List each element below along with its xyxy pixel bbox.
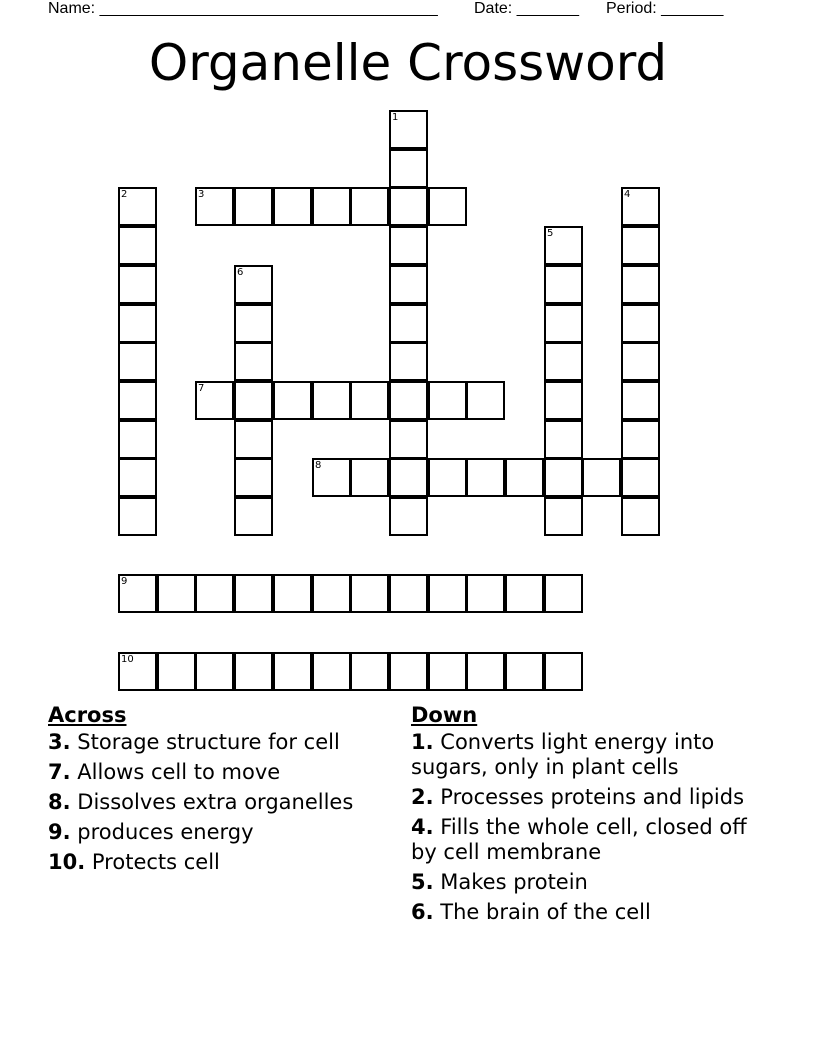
grid-cell[interactable] [389,226,428,265]
grid-cell[interactable] [273,652,312,691]
clue-number-label: 5 [547,228,554,239]
clue-text: Allows cell to move [77,760,281,784]
grid-cell[interactable] [350,381,389,420]
grid-cell[interactable] [389,265,428,304]
down-clues [411,700,771,930]
clue-text: Converts light energy into sugars, only in plant cells [411,730,715,779]
grid-cell[interactable] [118,226,157,265]
grid-cell[interactable] [389,458,428,497]
grid-cell[interactable] [544,497,583,536]
grid-cell[interactable] [505,458,544,497]
grid-cell[interactable] [544,381,583,420]
across-clue [48,730,388,755]
down-clue [411,730,771,780]
across-clue [48,820,388,845]
grid-cell[interactable] [428,458,467,497]
clue-number: 1. [411,730,434,754]
grid-cell[interactable] [621,304,660,343]
grid-cell[interactable] [118,381,157,420]
grid-cell[interactable] [428,187,467,226]
clue-text: The brain of the cell [440,900,651,924]
grid-cell[interactable] [118,652,157,691]
grid-cell[interactable] [195,381,234,420]
clue-number: 5. [411,870,434,894]
grid-cell[interactable] [621,226,660,265]
clue-number-label: 4 [624,189,631,200]
clue-text: Makes protein [440,870,588,894]
grid-cell[interactable] [544,420,583,459]
page-title: Organelle Crossword [148,34,668,92]
grid-cell[interactable] [389,110,428,149]
grid-cell[interactable] [466,652,505,691]
grid-cell[interactable] [234,652,273,691]
grid-cell[interactable] [389,187,428,226]
clue-number: 7. [48,760,71,784]
grid-cell[interactable] [389,149,428,188]
grid-cell[interactable] [195,574,234,613]
grid-cell[interactable] [118,265,157,304]
clue-number-label: 9 [121,576,128,587]
down-clue [411,870,771,895]
grid-cell[interactable] [621,187,660,226]
clue-text: Protects cell [91,850,220,874]
grid-cell[interactable] [389,342,428,381]
grid-cell[interactable] [234,265,273,304]
clue-number: 8. [48,790,71,814]
clue-number: 10. [48,850,86,874]
clue-text: Storage structure for cell [77,730,340,754]
grid-cell[interactable] [389,574,428,613]
grid-cell[interactable] [350,187,389,226]
clue-number-label: 10 [121,654,134,665]
grid-cell[interactable] [312,381,351,420]
clue-number-label: 8 [315,460,322,471]
clue-number: 9. [48,820,71,844]
down-clue [411,900,771,925]
grid-cell[interactable] [118,458,157,497]
grid-cell[interactable] [195,187,234,226]
grid-cell[interactable] [466,381,505,420]
grid-cell[interactable] [389,381,428,420]
grid-cell[interactable] [428,574,467,613]
grid-cell[interactable] [544,342,583,381]
grid-cell[interactable] [582,458,621,497]
grid-cell[interactable] [544,265,583,304]
grid-cell[interactable] [312,458,351,497]
grid-cell[interactable] [621,420,660,459]
grid-cell[interactable] [312,652,351,691]
across-clue [48,760,388,785]
grid-cell[interactable] [389,497,428,536]
grid-cell[interactable] [234,497,273,536]
grid-cell[interactable] [544,652,583,691]
grid-cell[interactable] [312,574,351,613]
across-clues [48,700,388,880]
grid-cell[interactable] [118,187,157,226]
clue-text: Fills the whole cell, closed off by cell membrane [411,815,747,864]
clue-number: 4. [411,815,434,839]
grid-cell[interactable] [466,458,505,497]
grid-cell[interactable] [389,652,428,691]
grid-cell[interactable] [544,574,583,613]
grid-cell[interactable] [428,381,467,420]
grid-cell[interactable] [312,187,351,226]
grid-cell[interactable] [621,342,660,381]
grid-cell[interactable] [234,381,273,420]
grid-cell[interactable] [157,574,196,613]
clue-number-label: 3 [198,189,205,200]
grid-cell[interactable] [157,652,196,691]
grid-cell[interactable] [428,652,467,691]
grid-cell[interactable] [234,187,273,226]
clue-number: 6. [411,900,434,924]
clue-number: 3. [48,730,71,754]
across-clue [48,850,388,875]
grid-cell[interactable] [350,458,389,497]
grid-cell[interactable] [544,304,583,343]
grid-cell[interactable] [621,497,660,536]
grid-cell[interactable] [350,574,389,613]
grid-cell[interactable] [621,265,660,304]
grid-cell[interactable] [621,381,660,420]
grid-cell[interactable] [273,574,312,613]
clue-text: Dissolves extra organelles [77,790,354,814]
clue-number-label: 1 [392,112,399,123]
grid-cell[interactable] [118,420,157,459]
clue-number-label: 7 [198,383,205,394]
grid-cell[interactable] [273,187,312,226]
date-field[interactable]: Date: _______ [474,0,579,17]
grid-cell[interactable] [118,497,157,536]
grid-cell[interactable] [118,574,157,613]
grid-cell[interactable] [621,458,660,497]
across-clue [48,790,388,815]
grid-cell[interactable] [466,574,505,613]
grid-cell[interactable] [234,574,273,613]
clue-text: Processes proteins and lipids [440,785,745,809]
down-heading: Down [411,703,478,727]
grid-cell[interactable] [544,226,583,265]
grid-cell[interactable] [234,342,273,381]
grid-cell[interactable] [350,652,389,691]
grid-cell[interactable] [389,420,428,459]
grid-cell[interactable] [273,381,312,420]
clue-text: produces energy [77,820,254,844]
grid-cell[interactable] [234,420,273,459]
across-heading: Across [48,703,127,727]
grid-cell[interactable] [118,342,157,381]
grid-cell[interactable] [505,652,544,691]
grid-cell[interactable] [389,304,428,343]
down-clue [411,815,771,865]
grid-cell[interactable] [195,652,234,691]
period-field[interactable]: Period: _______ [606,0,724,17]
clue-number-label: 2 [121,189,128,200]
down-clue [411,785,771,810]
grid-cell[interactable] [118,304,157,343]
grid-cell[interactable] [234,304,273,343]
clue-number-label: 6 [237,267,244,278]
grid-cell[interactable] [505,574,544,613]
grid-cell[interactable] [234,458,273,497]
clue-number: 2. [411,785,434,809]
name-field[interactable]: Name: ______________________________________ [48,0,438,17]
grid-cell[interactable] [544,458,583,497]
